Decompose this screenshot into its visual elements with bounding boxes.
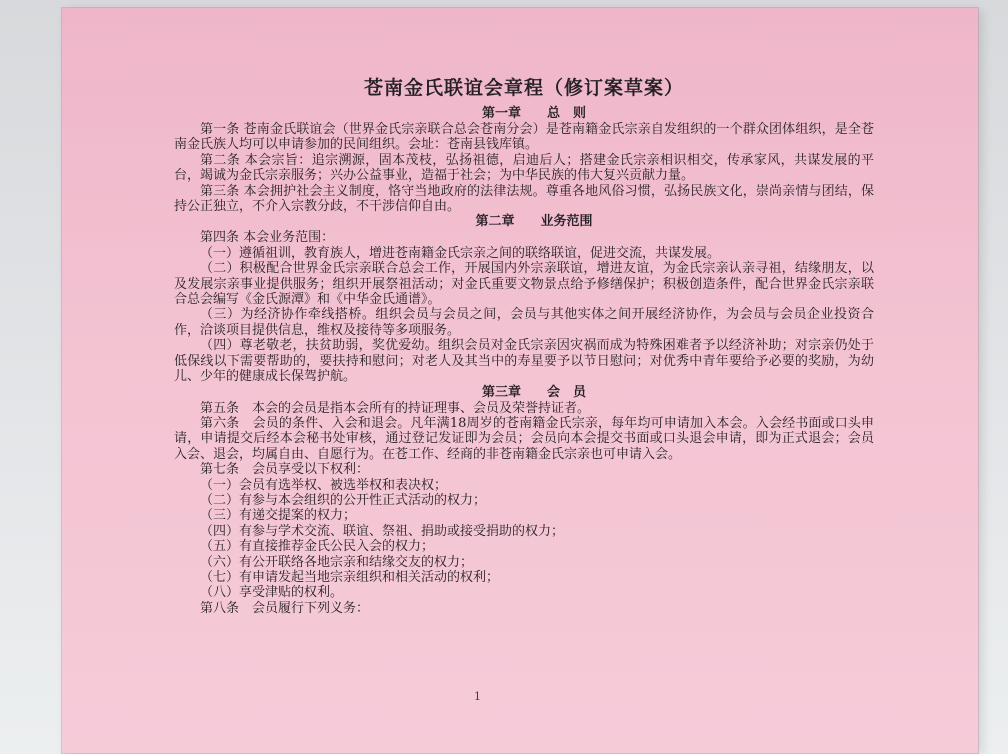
page-title: 苍南金氏联谊会章程（修订案草案） — [363, 77, 684, 99]
scope-item-2: （二）积极配合世界金氏宗亲联合总会工作，开展国内外宗亲联谊，增进友谊，为金氏宗亲认亲寻祖，结缘朋友，以及发展宗亲事业提供服务；组织开展祭祖活动；对金氏重要文物景点给予修缮保护；积极创造条件，配合世界金氏宗亲联合总会编写《金氏源潭》和《中华金氏通谱》。 — [174, 261, 874, 308]
article-7: 第七条 会员享受以下权利： — [200, 462, 370, 478]
article-6: 第六条 会员的条件、入会和退会。凡年满18周岁的苍南籍金氏宗亲，每年均可申请加入本会。入会经书面或口头申请，申请提交后经本会秘书处审核，通过登记发证即为会员；会员向本会提交书面或口头退会申请，即为正式退会；会员入会、退会，均属自由、自愿行为。在苍工作、经商的非苍南籍金氏宗亲也可申请入会。 — [174, 415, 874, 462]
scope-item-4: （四）尊老敬老，扶贫助弱，奖优爱幼。组织会员对金氏宗亲因灾祸而成为特殊困难者予以经济补助；对宗亲仍处于低保线以下需要帮助的，要扶持和慰问；对老人及其当中的寿星要予以节日慰问；对优秀中青年要给予必要的奖励，为幼儿、少年的健康成长保驾护航。 — [174, 338, 874, 385]
scope-item-3: （三）为经济协作牵线搭桥。组织会员与会员之间，会员与其他实体之间开展经济协作，为会员与会员企业投资合作，洽谈项目提供信息，维权及接待等多项服务。 — [174, 307, 874, 338]
article-3: 第三条 本会拥护社会主义制度，恪守当地政府的法律法规。尊重各地风俗习惯，弘扬民族文化，崇尚亲情与团结，保持公正独立，不介入宗教分歧，不干涉信仰自由。 — [174, 183, 874, 215]
right-item: （七）有申请发起当地宗亲组织和相关活动的权利； — [200, 569, 500, 585]
chapter-2-heading: 第二章 业务范围 — [475, 214, 593, 230]
document-body — [174, 76, 874, 616]
article-1: 第一条 苍南金氏联谊会（世界金氏宗亲联合总会苍南分会）是苍南籍金氏宗亲自发组织的一个群众团体组织，是全苍南金氏族人均可以申请参加的民间组织。会址：苍南县钱库镇。 — [174, 122, 874, 153]
right-item: （四）有参与学术交流、联谊、祭祖、捐助或接受捐助的权力； — [200, 523, 565, 539]
right-item: （六）有公开联络各地宗亲和结缘交友的权力； — [200, 554, 474, 570]
article-4: 第四条 本会业务范围： — [200, 230, 335, 246]
right-item: （三）有递交提案的权力； — [200, 508, 357, 524]
right-item: （八）享受津贴的权利。 — [200, 585, 344, 601]
article-5: 第五条 本会的会员是指本会所有的持证理事、会员及荣誉持证者。 — [200, 400, 591, 416]
article-8: 第八条 会员履行下列义务： — [200, 600, 370, 616]
page-number: 1 — [474, 690, 481, 703]
right-item: （一）会员有选举权、被选举权和表决权； — [200, 477, 448, 493]
article-2: 第二条 本会宗旨：追宗溯源，固本茂枝，弘扬祖德，启迪后人；搭建金氏宗亲相识相交，传承家风，共谋发展的平台，竭诚为金氏宗亲服务；兴办公益事业，造福于社会；为中华民族的伟大复兴贡献力量。 — [174, 152, 874, 184]
right-item: （二）有参与本会组织的公开性正式活动的权力； — [200, 492, 487, 508]
scope-item-1: （一）遵循祖训，教育族人，增进苍南籍金氏宗亲之间的联络联谊，促进交流，共谋发展。 — [200, 245, 721, 261]
chapter-1-heading: 第一章 总 则 — [481, 106, 586, 121]
chapter-3-heading: 第三章 会 员 — [481, 384, 586, 400]
right-item: （五）有直接推荐金氏公民入会的权力； — [200, 539, 435, 555]
document-page — [62, 8, 978, 753]
